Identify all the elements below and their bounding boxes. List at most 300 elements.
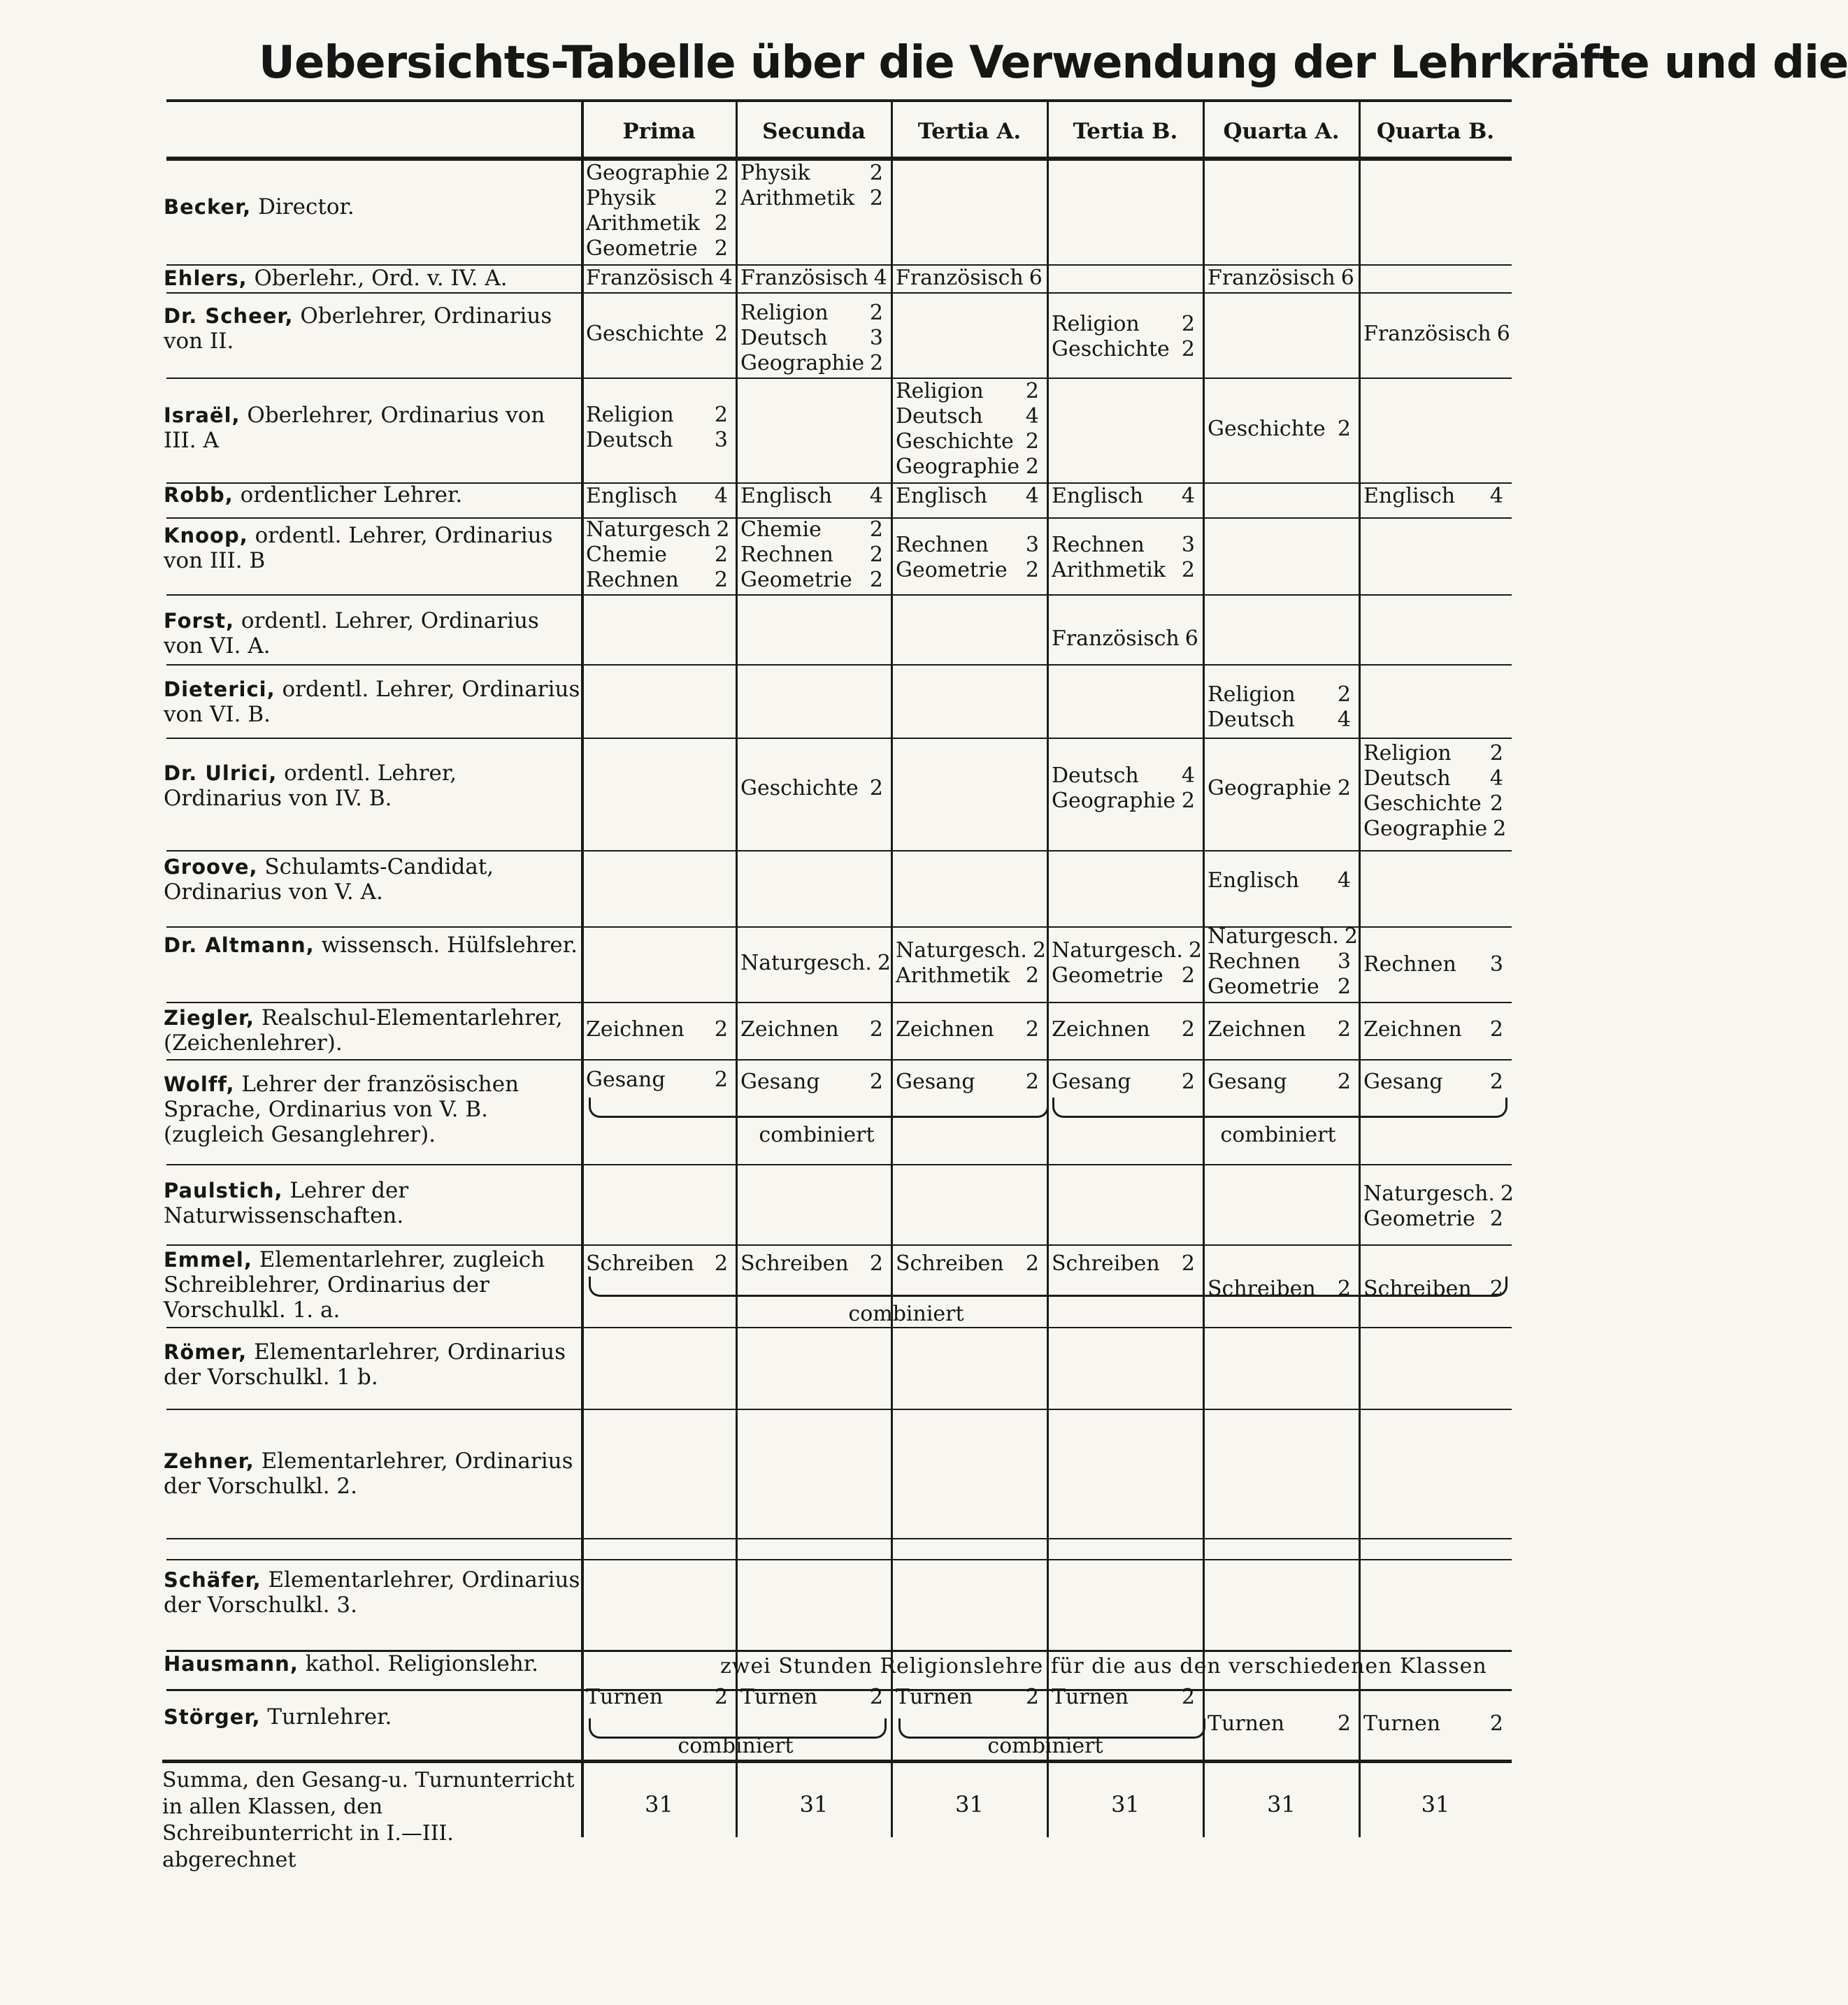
subject-line bbox=[1363, 484, 1503, 509]
column-header: Quarta B. bbox=[1376, 119, 1495, 144]
subject-hours: 2 bbox=[1025, 454, 1039, 479]
row-rule bbox=[166, 1002, 1512, 1003]
subject-hours: 2 bbox=[714, 1685, 728, 1709]
subject-line bbox=[896, 558, 1039, 583]
subject-line bbox=[1052, 337, 1195, 362]
teacher-entry bbox=[164, 1449, 580, 1499]
column-header: Tertia B. bbox=[1073, 119, 1178, 144]
subject-name: Naturgesch bbox=[586, 517, 711, 542]
subject-line bbox=[1052, 1251, 1195, 1277]
subject-hours: 2 bbox=[714, 1251, 728, 1276]
teacher-name: Becker, bbox=[164, 195, 252, 219]
assignment-cell bbox=[1208, 266, 1354, 291]
teacher-description: Elementarlehrer, Ordinarius der Vorschulkl. 2. bbox=[164, 1449, 573, 1499]
subject-hours: 2 bbox=[869, 1017, 883, 1042]
assignment-cell bbox=[1208, 776, 1351, 801]
subject-hours: 4 bbox=[1337, 868, 1351, 893]
teacher-name: Dr. Scheer, bbox=[164, 304, 294, 328]
row-rule bbox=[166, 1327, 1512, 1328]
assignment-cell bbox=[896, 484, 1039, 509]
assignment-cell bbox=[896, 1017, 1039, 1042]
subject-line bbox=[740, 517, 883, 542]
subject-hours: 2 bbox=[869, 1251, 883, 1276]
subject-name: Deutsch bbox=[1052, 763, 1139, 788]
assignment-cell bbox=[1208, 1070, 1351, 1095]
assignment-cell bbox=[586, 322, 728, 347]
assignment-cell bbox=[896, 938, 1046, 989]
teacher-entry bbox=[164, 303, 580, 354]
subject-line bbox=[1052, 963, 1195, 989]
subject-line bbox=[1052, 312, 1195, 337]
subject-line bbox=[1363, 1181, 1514, 1207]
subject-line bbox=[740, 266, 887, 291]
subject-name: Englisch bbox=[896, 484, 988, 508]
subject-line bbox=[1208, 924, 1358, 949]
teacher-description: Lehrer der Naturwissenschaften. bbox=[164, 1178, 409, 1228]
subject-hours: 2 bbox=[1181, 1017, 1195, 1042]
subject-line bbox=[740, 161, 883, 186]
teacher-description: wissensch. Hülfslehrer. bbox=[321, 933, 578, 958]
assignment-cell bbox=[586, 484, 728, 509]
subject-name: Schreiben bbox=[1052, 1251, 1160, 1276]
subject-line bbox=[1052, 763, 1195, 789]
assignment-cell bbox=[586, 1017, 728, 1042]
subject-hours: 4 bbox=[1181, 763, 1195, 788]
teacher-name: Forst, bbox=[164, 609, 235, 633]
subject-hours: 2 bbox=[714, 186, 728, 210]
subject-name: Geschichte bbox=[586, 322, 704, 346]
assignment-cell bbox=[896, 1070, 1039, 1095]
subject-name: Französisch bbox=[1052, 626, 1180, 651]
assignment-cell bbox=[1052, 1685, 1195, 1710]
subject-name: Arithmetik bbox=[740, 186, 855, 210]
subject-name: Gesang bbox=[1208, 1070, 1287, 1094]
subject-line bbox=[1052, 626, 1198, 652]
subject-name: Englisch bbox=[586, 484, 678, 508]
assignment-cell bbox=[740, 161, 883, 211]
assignment-cell bbox=[586, 1685, 728, 1710]
page-title: Uebersichts-Tabelle über die Verwendung der Lehrkräfte und die bbox=[259, 37, 1848, 89]
subject-line bbox=[586, 1251, 728, 1277]
assignment-cell bbox=[586, 161, 728, 261]
subject-hours: 2 bbox=[1337, 776, 1351, 800]
subject-line bbox=[740, 568, 883, 593]
subject-name: Schreiben bbox=[1363, 1277, 1472, 1301]
subject-name: Englisch bbox=[1052, 484, 1144, 508]
column-header: Quarta A. bbox=[1223, 119, 1340, 144]
subject-hours: 4 bbox=[1489, 766, 1503, 791]
subject-line bbox=[1208, 682, 1351, 707]
subject-line bbox=[740, 1251, 883, 1277]
subject-hours: 2 bbox=[714, 542, 728, 567]
column-header: Secunda bbox=[762, 119, 866, 144]
combination-brace bbox=[1052, 1098, 1507, 1118]
subject-hours: 2 bbox=[869, 542, 883, 567]
subject-name: Englisch bbox=[1363, 484, 1456, 508]
summary-label: Summa, den Gesang-u. Turnunterricht in allen Klassen, den Schreibunterricht in I.—III. abgerechnet bbox=[162, 1768, 575, 1872]
subject-line bbox=[1363, 952, 1503, 977]
teacher-entry bbox=[164, 933, 580, 958]
subject-name: Schreiben bbox=[586, 1251, 694, 1276]
subject-hours: 2 bbox=[1025, 1685, 1039, 1709]
subject-hours: 2 bbox=[869, 568, 883, 592]
combination-brace bbox=[589, 1098, 1049, 1118]
subject-hours: 2 bbox=[714, 1017, 728, 1042]
teacher-description: Realschul-Elementarlehrer, (Zeichenlehrer). bbox=[164, 1005, 563, 1056]
teacher-name: Paulstich, bbox=[164, 1179, 283, 1202]
subject-line bbox=[896, 1070, 1039, 1095]
subject-line bbox=[896, 1251, 1039, 1277]
teacher-name: Zehner, bbox=[164, 1449, 255, 1473]
subject-line bbox=[1363, 1017, 1503, 1042]
subject-name: Französisch bbox=[896, 266, 1024, 290]
assignment-cell bbox=[740, 951, 891, 976]
subject-hours: 2 bbox=[1181, 337, 1195, 361]
row-rule bbox=[166, 292, 1512, 294]
subject-hours: 2 bbox=[1025, 1070, 1039, 1094]
teacher-description: Elementarlehrer, Ordinarius der Vorschulkl. 1 b. bbox=[164, 1339, 566, 1390]
teacher-name: Dieterici, bbox=[164, 677, 275, 701]
subject-hours: 2 bbox=[1337, 417, 1351, 441]
teacher-entry bbox=[164, 1178, 580, 1228]
subject-line bbox=[1208, 1711, 1351, 1737]
subject-name: Zeichnen bbox=[1363, 1017, 1462, 1042]
subject-name: Geographie bbox=[740, 351, 865, 375]
teacher-entry bbox=[164, 403, 580, 453]
subject-hours: 2 bbox=[1489, 741, 1503, 766]
subject-line bbox=[586, 266, 733, 291]
subject-hours: 2 bbox=[1181, 963, 1195, 988]
subject-line bbox=[1052, 938, 1202, 963]
subject-line bbox=[1208, 776, 1351, 801]
subject-hours: 2 bbox=[1489, 1711, 1503, 1736]
subject-line bbox=[1052, 484, 1195, 509]
subject-line bbox=[586, 517, 728, 542]
subject-hours: 2 bbox=[1188, 938, 1202, 963]
summary-value: 31 bbox=[799, 1791, 829, 1818]
subject-name: Französisch bbox=[1363, 322, 1491, 346]
subject-hours: 2 bbox=[1181, 1070, 1195, 1094]
teacher-entry bbox=[164, 1567, 580, 1618]
subject-name: Chemie bbox=[740, 517, 822, 542]
subject-line bbox=[896, 533, 1039, 558]
teacher-entry bbox=[164, 482, 580, 508]
assignment-cell bbox=[586, 1251, 728, 1277]
subject-hours: 3 bbox=[1181, 533, 1195, 557]
subject-hours: 2 bbox=[714, 568, 728, 592]
assignment-cell bbox=[740, 517, 883, 593]
assignment-cell bbox=[896, 533, 1039, 583]
subject-name: Geometrie bbox=[1363, 1207, 1475, 1231]
subject-hours: 6 bbox=[1029, 266, 1043, 290]
assignment-cell bbox=[1052, 1251, 1195, 1277]
subject-name: Geometrie bbox=[1052, 963, 1163, 988]
teacher-name: Hausmann, bbox=[164, 1652, 299, 1676]
subject-name: Arithmetik bbox=[586, 211, 701, 236]
subject-name: Französisch bbox=[740, 266, 868, 290]
subject-name: Englisch bbox=[1208, 868, 1300, 893]
subject-hours: 2 bbox=[1032, 938, 1046, 963]
subject-name: Arithmetik bbox=[1052, 558, 1166, 582]
assignment-cell bbox=[1363, 1070, 1503, 1095]
teacher-entry bbox=[164, 761, 580, 811]
subject-hours: 2 bbox=[1025, 558, 1039, 582]
subject-name: Turnen bbox=[1208, 1711, 1285, 1736]
subject-hours: 2 bbox=[716, 517, 730, 542]
assignment-cell bbox=[740, 1251, 883, 1277]
subject-line bbox=[1363, 1070, 1503, 1095]
assignment-cell bbox=[896, 266, 1043, 291]
teacher-name: Dr. Altmann, bbox=[164, 933, 315, 957]
subject-hours: 2 bbox=[1337, 975, 1351, 999]
teacher-name: Störger, bbox=[164, 1705, 261, 1729]
subject-line bbox=[586, 568, 728, 593]
subject-name: Geometrie bbox=[1208, 975, 1319, 999]
column-rule bbox=[1203, 99, 1205, 1837]
subject-hours: 3 bbox=[1025, 533, 1039, 557]
subject-hours: 4 bbox=[1337, 707, 1351, 732]
subject-name: Geschichte bbox=[740, 776, 859, 800]
assignment-cell bbox=[1363, 322, 1510, 347]
subject-name: Französisch bbox=[1208, 266, 1335, 290]
subject-name: Rechnen bbox=[1208, 949, 1301, 974]
subject-hours: 4 bbox=[714, 484, 728, 508]
subject-name: Turnen bbox=[1052, 1685, 1129, 1709]
subject-line bbox=[586, 1685, 728, 1710]
teacher-entry bbox=[164, 1339, 580, 1390]
subject-name: Rechnen bbox=[1363, 952, 1456, 977]
assignment-cell bbox=[1052, 763, 1195, 814]
teacher-entry bbox=[164, 194, 580, 220]
subject-hours: 2 bbox=[1181, 312, 1195, 336]
teacher-name: Groove, bbox=[164, 855, 258, 879]
subject-hours: 3 bbox=[714, 428, 728, 452]
subject-line bbox=[1363, 817, 1507, 842]
subject-name: Turnen bbox=[1363, 1711, 1441, 1736]
subject-name: Geographie bbox=[586, 161, 710, 185]
subject-hours: 2 bbox=[1489, 1070, 1503, 1094]
summary-value: 31 bbox=[1111, 1791, 1140, 1818]
subject-line bbox=[740, 351, 883, 376]
subject-line bbox=[586, 236, 728, 261]
subject-hours: 2 bbox=[715, 161, 729, 185]
subject-name: Gesang bbox=[1052, 1070, 1131, 1094]
subject-line bbox=[896, 454, 1039, 480]
subject-line bbox=[586, 322, 728, 347]
assignment-cell bbox=[1052, 1017, 1195, 1042]
subject-hours: 3 bbox=[869, 326, 883, 350]
column-rule bbox=[1359, 99, 1361, 1837]
subject-name: Zeichnen bbox=[1052, 1017, 1150, 1042]
assignment-cell bbox=[1208, 924, 1358, 1000]
assignment-cell bbox=[1363, 1017, 1503, 1042]
assignment-cell bbox=[740, 301, 883, 376]
subject-line bbox=[586, 428, 728, 453]
subject-line bbox=[740, 776, 883, 801]
combiniert-note: combiniert bbox=[759, 1123, 875, 1147]
row-rule bbox=[166, 378, 1512, 379]
subject-name: Physik bbox=[740, 161, 810, 185]
teacher-description: Oberlehr., Ord. v. IV. A. bbox=[254, 266, 508, 291]
subject-hours: 2 bbox=[714, 236, 728, 261]
subject-name: Schreiben bbox=[1208, 1277, 1316, 1301]
row-rule bbox=[166, 1409, 1512, 1410]
assignment-cell bbox=[1363, 741, 1507, 842]
teacher-description: Lehrer der französischen Sprache, Ordinarius von V. B. (zugleich Gesanglehrer). bbox=[164, 1072, 520, 1147]
summary-value: 31 bbox=[645, 1791, 673, 1818]
subject-name: Deutsch bbox=[1363, 766, 1451, 791]
subject-hours: 2 bbox=[1489, 1207, 1503, 1231]
subject-line bbox=[586, 542, 728, 568]
row-rule bbox=[166, 738, 1512, 739]
subject-hours: 2 bbox=[869, 186, 883, 210]
subject-hours: 2 bbox=[714, 322, 728, 346]
subject-hours: 2 bbox=[1344, 924, 1358, 949]
teacher-entry bbox=[164, 523, 580, 573]
subject-line bbox=[586, 161, 728, 186]
subject-line bbox=[896, 404, 1039, 429]
subject-name: Religion bbox=[896, 379, 984, 403]
assignment-cell bbox=[740, 1017, 883, 1042]
hausmann-note: zwei Stunden Religionslehre für die aus den verschiedenen Klassen bbox=[720, 1654, 1487, 1679]
teacher-description: ordentl. Lehrer, Ordinarius von III. B bbox=[164, 523, 553, 573]
subject-hours: 2 bbox=[869, 1685, 883, 1709]
teacher-description: ordentl. Lehrer, Ordinarius von IV. B. bbox=[164, 761, 457, 811]
subject-name: Geographie bbox=[1208, 776, 1332, 800]
subject-line bbox=[740, 951, 891, 976]
teacher-entry bbox=[164, 1072, 580, 1147]
subject-hours: 2 bbox=[1489, 1017, 1503, 1042]
teacher-description: Elementarlehrer, Ordinarius der Vorschulkl. 3. bbox=[164, 1567, 580, 1618]
subject-hours: 2 bbox=[714, 403, 728, 427]
subject-hours: 2 bbox=[1025, 379, 1039, 403]
assignment-cell bbox=[586, 266, 733, 291]
subject-hours: 2 bbox=[1337, 1711, 1351, 1736]
subject-line bbox=[586, 484, 728, 509]
column-rule bbox=[581, 99, 584, 1837]
row-rule bbox=[166, 1538, 1512, 1539]
assignment-cell bbox=[740, 776, 883, 801]
subject-name: Physik bbox=[586, 186, 656, 210]
teacher-description: Schulamts-Candidat, Ordinarius von V. A. bbox=[164, 854, 494, 905]
teacher-name: Römer, bbox=[164, 1340, 248, 1364]
subject-hours: 2 bbox=[1181, 789, 1195, 813]
assignment-cell bbox=[896, 379, 1039, 480]
subject-name: Geschichte bbox=[896, 429, 1014, 454]
teacher-entry bbox=[164, 266, 580, 291]
subject-hours: 4 bbox=[1181, 484, 1195, 508]
subject-hours: 2 bbox=[1181, 558, 1195, 582]
subject-hours: 4 bbox=[719, 266, 733, 290]
row-rule bbox=[166, 850, 1512, 851]
subject-line bbox=[896, 266, 1043, 291]
summary-rule bbox=[162, 1760, 1512, 1763]
row-rule bbox=[166, 1059, 1512, 1061]
subject-line bbox=[1052, 1070, 1195, 1095]
subject-line bbox=[586, 1068, 728, 1093]
teacher-description: ordentl. Lehrer, Ordinarius von VI. B. bbox=[164, 677, 580, 727]
teacher-entry bbox=[164, 1247, 580, 1323]
subject-name: Zeichnen bbox=[896, 1017, 994, 1042]
subject-name: Naturgesch. bbox=[896, 938, 1027, 963]
teacher-name: Robb, bbox=[164, 483, 234, 507]
subject-hours: 3 bbox=[1337, 949, 1351, 974]
subject-hours: 2 bbox=[869, 161, 883, 185]
subject-hours: 4 bbox=[1489, 484, 1503, 508]
subject-line bbox=[1363, 1711, 1503, 1737]
subject-name: Religion bbox=[740, 301, 829, 325]
subject-name: Arithmetik bbox=[896, 963, 1010, 988]
subject-hours: 4 bbox=[1025, 484, 1039, 508]
assignment-cell bbox=[1208, 1711, 1351, 1737]
subject-name: Rechnen bbox=[740, 542, 833, 567]
subject-hours: 2 bbox=[1337, 1277, 1351, 1301]
subject-line bbox=[896, 1685, 1039, 1710]
subject-hours: 2 bbox=[1337, 1070, 1351, 1094]
subject-line bbox=[896, 429, 1039, 454]
subject-name: Zeichnen bbox=[740, 1017, 839, 1042]
subject-name: Geschichte bbox=[1208, 417, 1326, 441]
assignment-cell bbox=[1052, 626, 1198, 652]
subject-hours: 2 bbox=[714, 211, 728, 236]
teacher-name: Israël, bbox=[164, 403, 241, 427]
assignment-cell bbox=[1052, 484, 1195, 509]
subject-hours: 2 bbox=[1181, 1685, 1195, 1709]
subject-hours: 2 bbox=[869, 776, 883, 800]
teacher-entry bbox=[164, 1651, 580, 1676]
subject-name: Geographie bbox=[896, 454, 1020, 479]
assignment-cell bbox=[586, 517, 728, 593]
subject-hours: 2 bbox=[869, 301, 883, 325]
subject-name: Deutsch bbox=[586, 428, 673, 452]
teacher-entry bbox=[164, 608, 580, 659]
subject-hours: 2 bbox=[1181, 1251, 1195, 1276]
subject-name: Deutsch bbox=[740, 326, 828, 350]
subject-line bbox=[586, 186, 728, 211]
subject-line bbox=[1208, 417, 1351, 442]
row-rule bbox=[166, 1164, 1512, 1165]
combiniert-note: combiniert bbox=[987, 1734, 1103, 1758]
row-rule bbox=[166, 1559, 1512, 1560]
subject-hours: 2 bbox=[1337, 1017, 1351, 1042]
header-top-rule bbox=[166, 99, 1512, 102]
subject-line bbox=[740, 484, 883, 509]
subject-hours: 2 bbox=[1025, 429, 1039, 454]
teacher-description: Oberlehrer, Ordinarius von III. A bbox=[164, 403, 545, 453]
subject-name: Zeichnen bbox=[1208, 1017, 1306, 1042]
subject-hours: 2 bbox=[877, 951, 891, 975]
subject-line bbox=[1208, 868, 1351, 893]
assignment-cell bbox=[1208, 682, 1351, 733]
subject-line bbox=[586, 211, 728, 236]
subject-name: Gesang bbox=[740, 1070, 820, 1094]
subject-name: Chemie bbox=[586, 542, 667, 567]
subject-name: Naturgesch. bbox=[1052, 938, 1183, 963]
subject-name: Geschichte bbox=[1363, 791, 1482, 816]
subject-line bbox=[740, 301, 883, 326]
subject-name: Geometrie bbox=[896, 558, 1008, 582]
subject-name: Gesang bbox=[1363, 1070, 1443, 1094]
subject-line bbox=[1052, 533, 1195, 558]
subject-line bbox=[1052, 1017, 1195, 1042]
subject-name: Rechnen bbox=[1052, 533, 1145, 557]
subject-name: Religion bbox=[586, 403, 674, 427]
row-rule bbox=[166, 664, 1512, 666]
assignment-cell bbox=[740, 1685, 883, 1710]
subject-hours: 4 bbox=[873, 266, 887, 290]
subject-hours: 3 bbox=[1489, 952, 1503, 977]
subject-name: Französisch bbox=[586, 266, 714, 290]
